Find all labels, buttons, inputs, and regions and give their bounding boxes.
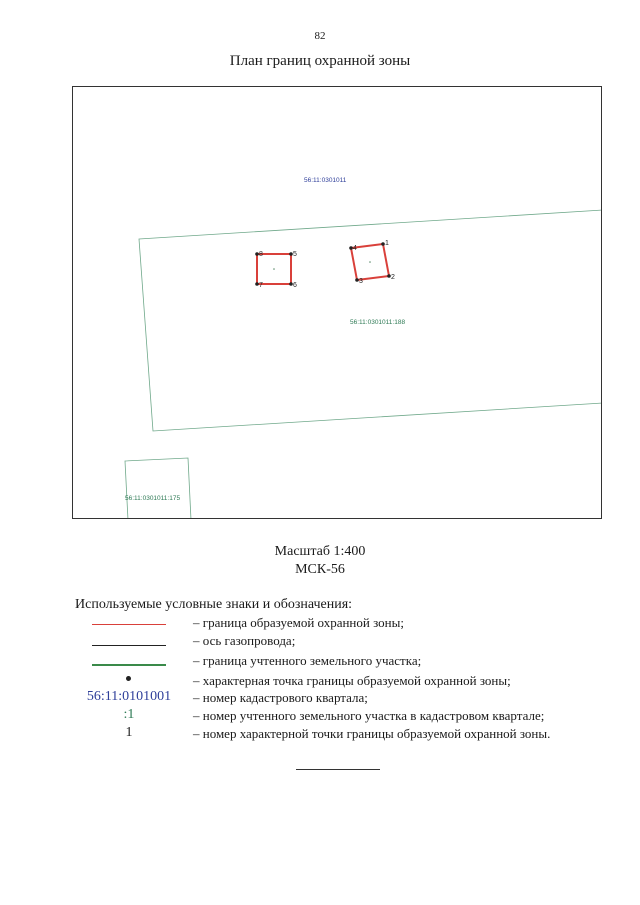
legend-item-quarter-number	[0, 689, 640, 707]
legend-item-point-number	[0, 725, 640, 743]
legend-item-zone-border	[0, 614, 640, 632]
parcel-main-label: 56:11:0301011:188	[350, 319, 406, 326]
legend-point-code: 1	[125, 725, 133, 740]
legend-symbol-point	[70, 672, 188, 690]
legend-heading: Используемые условные знаки и обозначения:	[75, 597, 353, 612]
legend-symbol-point-number	[70, 725, 188, 743]
page-number: 82	[314, 30, 326, 42]
legend-symbol-gas-axis	[70, 632, 188, 650]
legend-text: – граница учтенного земельного участка;	[193, 653, 422, 668]
legend-item-gas-axis	[0, 632, 640, 650]
point-label-8: 8	[259, 251, 263, 258]
legend-quarter-code: 56:11:0101001	[86, 689, 172, 704]
parcel-small-boundary	[125, 458, 191, 519]
map-frame	[72, 86, 602, 519]
legend-symbol-parcel-border	[70, 652, 188, 670]
legend-item-parcel-border	[0, 652, 640, 670]
legend-symbol-parcel	[70, 707, 188, 725]
legend-text: – граница образуемой охранной зоны;	[193, 615, 404, 630]
legend-item-characteristic-point	[0, 672, 640, 690]
point-label-6: 6	[293, 282, 297, 289]
legend-text: – ось газопровода;	[193, 633, 296, 648]
legend-symbol-quarter	[70, 689, 188, 707]
gas-axis-point-right	[369, 261, 371, 263]
legend-line-black	[92, 645, 166, 646]
bottom-divider	[296, 769, 380, 770]
legend-line-green	[92, 664, 166, 666]
coordinate-system: МСК-56	[295, 562, 345, 577]
point-label-4: 4	[353, 245, 357, 252]
legend-item-parcel-number	[0, 707, 640, 725]
parcel-small-label: 56:11:0301011:175	[125, 495, 181, 502]
legend-text: – характерная точка границы образуемой охранной зоны;	[193, 673, 511, 688]
legend-text: – номер кадастрового квартала;	[193, 690, 368, 705]
point-label-7: 7	[259, 282, 263, 289]
scale-text: Масштаб 1:400	[274, 544, 366, 559]
point-label-5: 5	[293, 251, 297, 258]
legend-line-red	[92, 624, 166, 625]
gas-axis-point-left	[273, 268, 275, 270]
page-title: План границ охранной зоны	[229, 53, 411, 69]
point-label-3: 3	[359, 278, 363, 285]
legend-text: – номер характерной точки границы образуемой охранной зоны.	[193, 726, 551, 741]
scale-block	[0, 543, 640, 579]
legend-symbol-zone-border	[70, 614, 188, 632]
legend-parcel-code: :1	[123, 707, 135, 722]
point-dot-icon	[126, 676, 131, 681]
boundary-plan-map	[73, 87, 602, 519]
point-label-1: 1	[385, 240, 389, 247]
legend-text: – номер учтенного земельного участка в кадастровом квартале;	[193, 708, 545, 723]
point-label-2: 2	[391, 274, 395, 281]
quarter-label: 56:11:0301011	[304, 177, 347, 184]
